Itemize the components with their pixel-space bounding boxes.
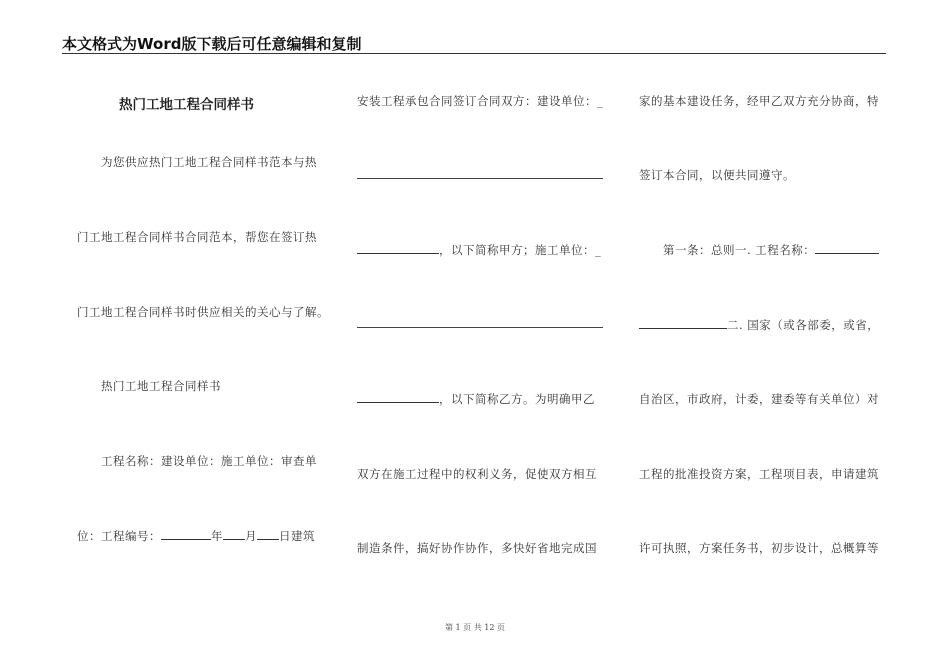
col1-line-6	[77, 528, 315, 544]
col2-blank-line-2	[357, 327, 603, 328]
banner-divider	[62, 53, 886, 54]
col1-line-1: 为您供应热门工地工程合同样书范本与热	[101, 155, 317, 169]
col3-line-2: 签订本合同，以便共同遵守。	[639, 168, 795, 182]
month-label: 月	[245, 529, 257, 543]
col3-leading-blank	[639, 318, 727, 329]
party-a-blank	[357, 243, 439, 254]
col3-line-4-text: 二. 国家（或各部委，或省，	[727, 318, 880, 332]
col1-line-5: 工程名称：建设单位：施工单位：审查单	[101, 454, 317, 468]
col1-line-4: 热门工地工程合同样书	[101, 379, 221, 393]
col3-line-6: 工程的批准投资方案，工程项目表，申请建筑	[639, 467, 879, 481]
col3-line-5: 自治区，市政府，计委，建委等有关单位）对	[639, 392, 879, 406]
page-footer: 第 1 页 共 12 页	[445, 623, 505, 632]
col2-line-3-text: ，以下简称甲方；施工单位：_	[439, 243, 602, 257]
col3-line-1: 家的基本建设任务，经甲乙双方充分协商，特	[639, 94, 879, 108]
day-blank	[257, 529, 279, 540]
banner-text: 本文格式为Word版下载后可任意编辑和复制	[62, 35, 362, 53]
month-blank	[223, 529, 245, 540]
project-number-blank	[161, 529, 211, 540]
project-name-blank	[815, 243, 879, 254]
col2-line-1: 安装工程承包合同签订合同双方：建设单位：_	[357, 94, 604, 108]
document-title: 热门工地工程合同样书	[119, 97, 254, 113]
year-label: 年	[211, 529, 223, 543]
day-label: 日建筑	[279, 529, 315, 543]
col2-line-5-text: ，以下简称乙方。为明确甲乙	[439, 392, 595, 406]
col2-blank-line-1	[357, 178, 603, 179]
col2-line-5	[357, 391, 595, 407]
col1-line-2: 门工地工程合同样书合同范本，帮您在签订热	[77, 230, 317, 244]
party-b-blank	[357, 392, 439, 403]
col3-line-3-text: 第一条：总则一. 工程名称：	[663, 243, 816, 257]
project-number-label: 位：工程编号：	[77, 529, 161, 543]
col3-line-3	[663, 242, 879, 258]
col2-line-3	[357, 242, 601, 258]
col2-line-6: 双方在施工过程中的权利义务，促使双方相互	[357, 467, 597, 481]
col3-line-7: 许可执照，方案任务书，初步设计，总概算等	[639, 541, 879, 555]
col3-line-4	[639, 317, 879, 333]
col1-line-3: 门工地工程合同样书时供应相关的关心与了解。	[77, 305, 329, 319]
col2-line-7: 制造条件，搞好协作协作，多快好省地完成国	[357, 541, 597, 555]
